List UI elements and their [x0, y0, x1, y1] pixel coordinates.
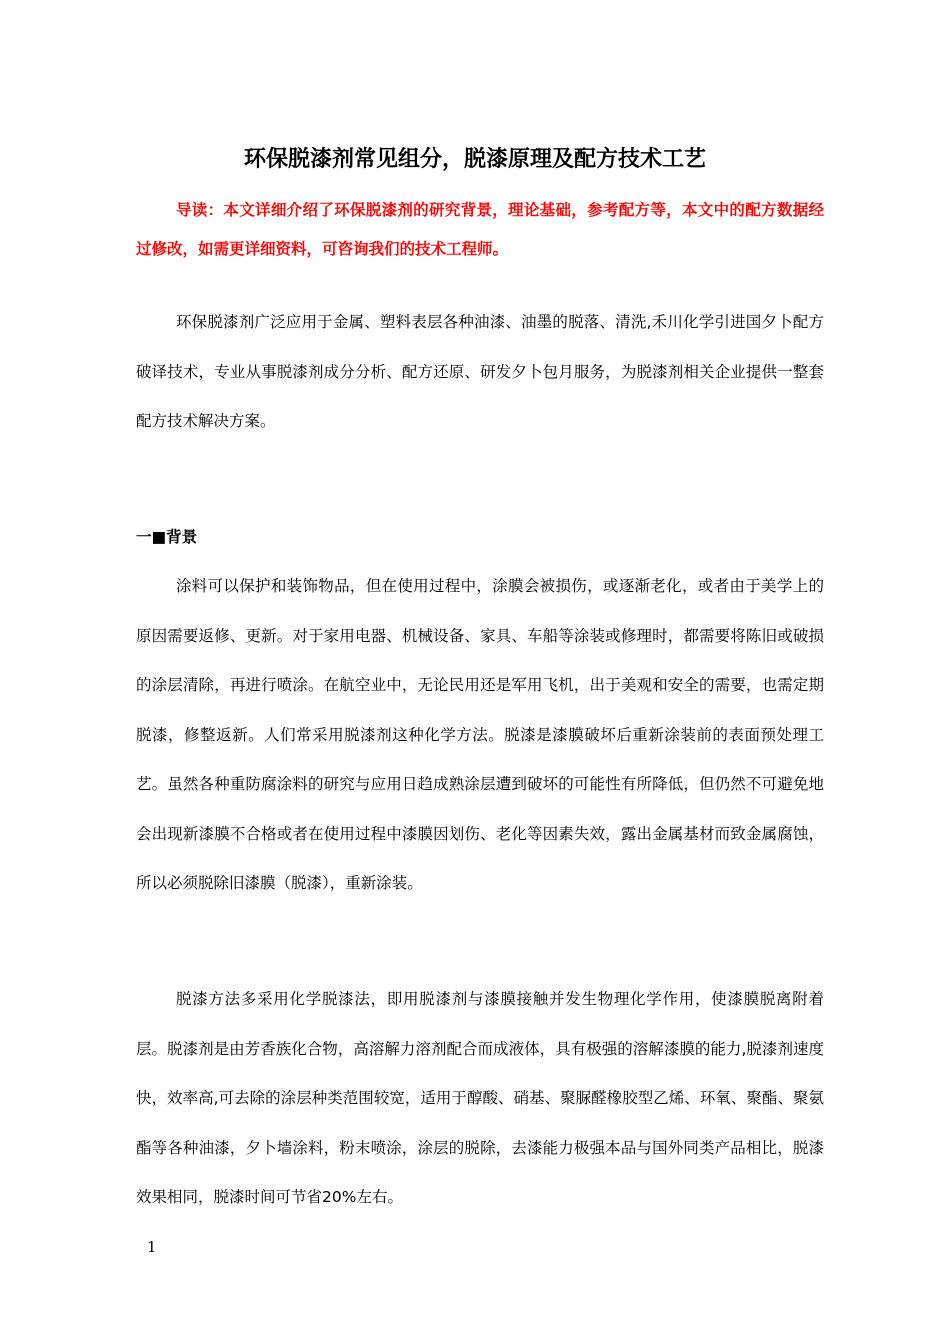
section-heading-background: 一■背景: [136, 528, 198, 546]
intro-note: 导读：本文详细介绍了环保脱漆剂的研究背景，理论基础，参考配方等，本文中的配方数据经过修改，如需更详细资料，可咨询我们的技术工程师。: [136, 201, 824, 258]
document-title: 环保脱漆剂常见组分，脱漆原理及配方技术工艺: [243, 147, 706, 172]
paragraph-overview: 环保脱漆剂广泛应用于金属、塑料表层各种油漆、油墨的脱落、清洗,禾川化学引进国夕卜配方破译技术，专业从事脱漆剂成分分析、配方还原、研发夕卜包月服务，为脱漆剂相关企业提供一整套配方技术解决方案。: [136, 313, 824, 430]
paragraph-background: 涂料可以保护和装饰物品，但在使用过程中，涂膜会被损伤，或逐渐老化，或者由于美学上的原因需要返修、更新。对于家用电器、机械设备、家具、车船等涂装或修理时，都需要将陈旧或破损的涂层清除，再进行喷涂。在航空业中，无论民用还是军用飞机，出于美观和安全的需要，也需定期脱漆，修整返新。人们常采用脱漆剂这种化学方法。脱漆是漆膜破坏后重新涂装前的表面预处理工艺。虽然各种重防腐涂料的研究与应用日趋成熟涂层遭到破坏的可能性有所降低，但仍然不可避免地会出现新漆膜不合格或者在使用过程中漆膜因划伤、老化等因素失效，露出金属基材而致金属腐蚀，所以必须脱除旧漆膜（脱漆），重新涂装。: [136, 577, 824, 892]
paragraph-method: 脱漆方法多采用化学脱漆法，即用脱漆剂与漆膜接触并发生物理化学作用，使漆膜脱离附着层。脱漆剂是由芳香族化合物，高溶解力溶剂配合而成液体，具有极强的溶解漆膜的能力,脱漆剂速度快，效率高,可去除的涂层种类范围较宽，适用于醇酸、硝基、聚脲醛橡胶型乙烯、环氧、聚酯、聚氨酯等各种油漆，夕卜墙涂料，粉末喷涂，涂层的脱除，去漆能力极强本品与国外同类产品相比，脱漆效果相同，脱漆时间可节省20%左右。: [136, 990, 824, 1206]
page-number: 1: [147, 1238, 157, 1256]
